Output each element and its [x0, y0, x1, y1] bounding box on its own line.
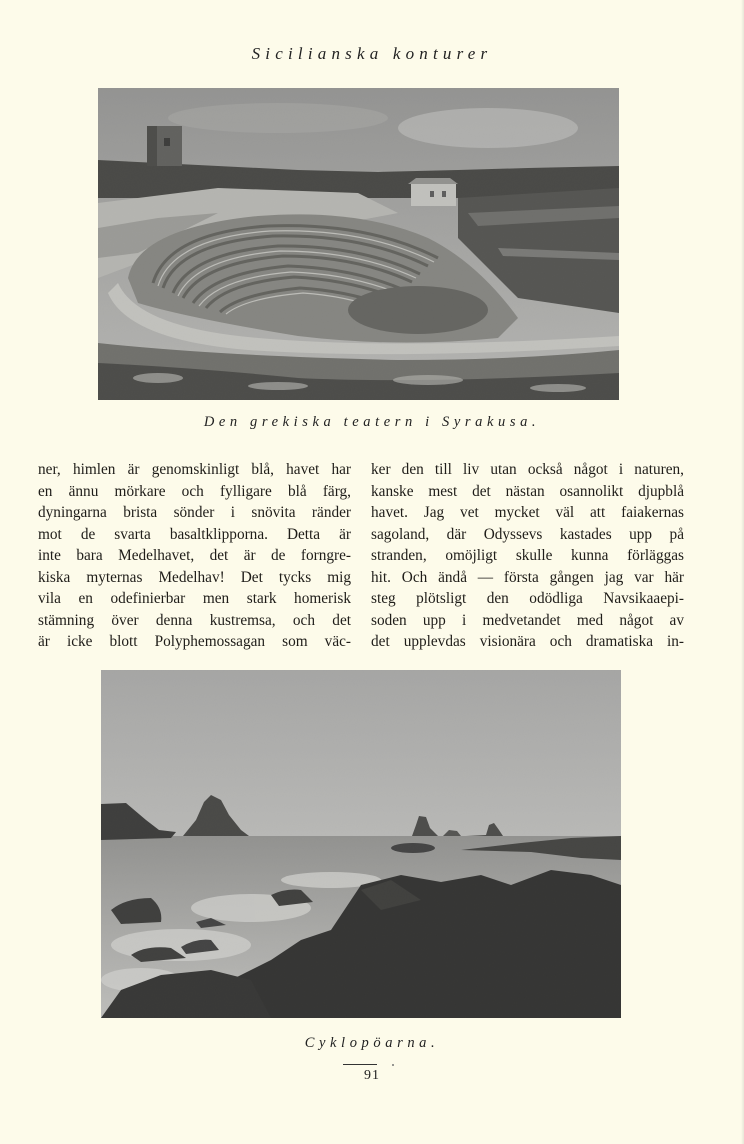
text-line: sagoland, där Odyssevs kastades upp på	[371, 525, 684, 543]
caption-greek-theatre: Den grekiska teatern i Syrakusa.	[203, 414, 541, 430]
text-line: dyningarna brista sönder i snövita ränder	[38, 504, 351, 521]
text-line: hit. Och ändå — första gången jag var här	[371, 568, 684, 586]
print-speck	[392, 1064, 394, 1066]
theatre-photo-illustration	[98, 88, 619, 400]
text-line: stranden, omöjligt skulle kunna förläggas	[371, 547, 684, 564]
text-line: inte bara Medelhavet, det är de forngre-	[38, 547, 351, 564]
photo-greek-theatre	[98, 88, 619, 400]
photo-cyclops-islands	[101, 670, 621, 1018]
text-line: steg plötsligt den odödliga Navsikaaepi-	[371, 590, 684, 607]
text-line: vila en odefinierbar men stark homerisk	[38, 590, 351, 607]
text-line: kanske mest det nästan osannolikt djupblå	[371, 482, 684, 500]
page-number: 91	[364, 1068, 380, 1083]
running-head: Sicilianska konturer	[251, 44, 493, 63]
text-line: ner, himlen är genomskinligt blå, havet har	[38, 461, 351, 478]
text-line: mot de svarta basaltklipporna. Detta är	[38, 525, 351, 543]
page-number-rule	[343, 1064, 377, 1065]
text-line: är icke blott Polyphemossagan som väc-	[38, 633, 351, 650]
text-line: kiska myternas Medelhav! Det tycks mig	[38, 568, 351, 586]
text-line: havet. Jag vet mycket väl att faiakernas	[371, 504, 684, 521]
text-line: soden upp i medvetandet med något av	[371, 611, 684, 629]
text-line: det upplevdas visionära och dramatiska in-	[371, 633, 684, 650]
caption-cyclops-islands: Cyklopöarna.	[304, 1035, 440, 1051]
text-line: stämning över denna kustremsa, och det	[38, 611, 351, 629]
text-column-right	[371, 459, 684, 653]
text-line: en ännu mörkare och fylligare blå färg,	[38, 482, 351, 500]
text-column-left	[38, 459, 351, 653]
text-line: ker den till liv utan också något i naturen,	[371, 461, 684, 478]
cyclops-photo-illustration	[101, 670, 621, 1018]
